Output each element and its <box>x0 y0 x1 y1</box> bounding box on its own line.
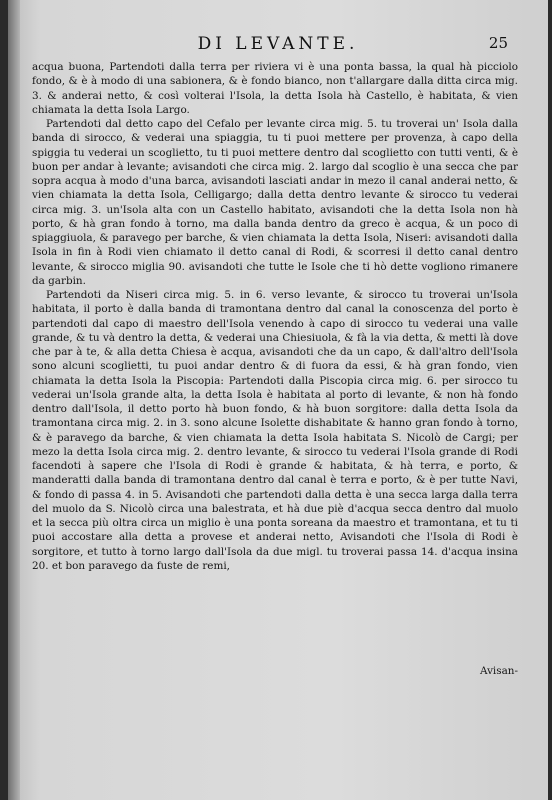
page-number: 25 <box>488 34 508 52</box>
paragraph-2: Partendoti dal detto capo del Cefalo per levante circa mig. 5. tu troverai un' Isola dalla banda di sirocco, & vederai una spiaggia, tu ti puoi mettere per provenza, à capo della spiggia tu vederai un scoglietto, tu ti puoi mettere dentro dal scoglietto con tutti venti, & è buon per andar à levante; avisandoti che circa mig. 2. largo dal scoglio è una secca che par sopra acqua à modo d'una barca, avisandoti lasciati andar in mezo il canal anderai netto, & vien chiamata la detta Isola, Celligargo; dalla detta dentro levante & sirocco tu vederai circa mig. 3. un'Isola alta con un Castello habitato, avisandoti che la detta Isola non hà porto, & hà gran fondo à torno, ma dalla banda dentro da greco è acqua, & un poco di spiaggiuola, & paravego per barche, & vien chiamata la detta Isola, Niseri: avisandoti dalla Isola in fin à Rodi vien chiamato il detto canal di Rodi, & scorresi il detto canal dentro levante, & sirocco miglia 90. avisandoti che tutte le Isole che ti hò dette vogliono rimanere da garbin. <box>32 118 518 287</box>
book-page <box>8 0 548 800</box>
page-header <box>8 34 548 56</box>
body-text <box>32 60 518 573</box>
paragraph-3: Partendoti da Niseri circa mig. 5. in 6. verso levante, & sirocco tu troverai un'Isola habitata, il porto è dalla banda di tramontana dentro dal canal la conoscenza del porto è partendoti dal capo di maestro dell'Isola venendo à capo di sirocco tu vederai una valle grande, & tu và dentro la detta, & vederai una Chiesiuola, & fà la via detta, & metti là dove che par à te, & alla detta Chiesa è acqua, avisandoti che da un capo, & dall'altro dell'Isola sono alcuni scoglietti, tu puoi andar dentro & di fuora da essi, & hà gran fondo, vien chiamata la detta Isola la Piscopia: Partendoti dalla Piscopia circa mig. 6. per sirocco tu vederai un'Isola grande alta, la detta Isola è habitata al porto di levante, & non hà fondo dentro dall'Isola, il detto porto hà buon fondo, & hà buon sorgitore: dalla detta Isola da tramontana circa mig. 2. in 3. sono alcune Isolette dishabitate & hanno gran fondo à torno, & è paravego da barche, & vien chiamata la detta Isola habitata S. Nicolò de Cargi; per mezo la detta Isola circa mig. 2. dentro levante, & sirocco tu vederai l'Isola grande di Rodi facendoti à sapere che l'Isola di Rodi è grande & habitata, & hà terra, e porto, & manderatti dalla banda di tramontana dentro dal canal è terra e porto, & è per tutte Navi, & fondo di passa 4. in 5. Avisandoti che partendoti dalla detta è una secca larga dalla terra del muolo da S. Nicolò circa una balestrata, et hà due piè d'acqua secca dentro dal muolo et la secca più oltra circa un miglio è una ponta soreana da maestro et tramontana, et tu ti puoi accostare alla detta a provese et anderai netto, Avisandoti che l'Isola di Rodi è sorgitore, et tutto à torno largo dall'Isola da due migl. tu troverai passa 14. d'acqua insina 20. et bon paravego da fuste de remi, <box>32 289 518 572</box>
running-head: DI LEVANTE. <box>197 34 359 54</box>
paragraph-1: acqua buona, Partendoti dalla terra per riviera vi è una ponta bassa, la qual hà picciolo fondo, & è à modo di una sabionera, & è fondo bianco, non t'allargare dalla ditta circa mig. 3. & anderai netto, & così volterai l'Isola, la detta Isola hà Castello, è habitata, & vien chiamata la detta Isola Largo. <box>32 61 518 116</box>
catchword: Avisan- <box>479 665 518 677</box>
binding-shadow <box>8 0 20 800</box>
